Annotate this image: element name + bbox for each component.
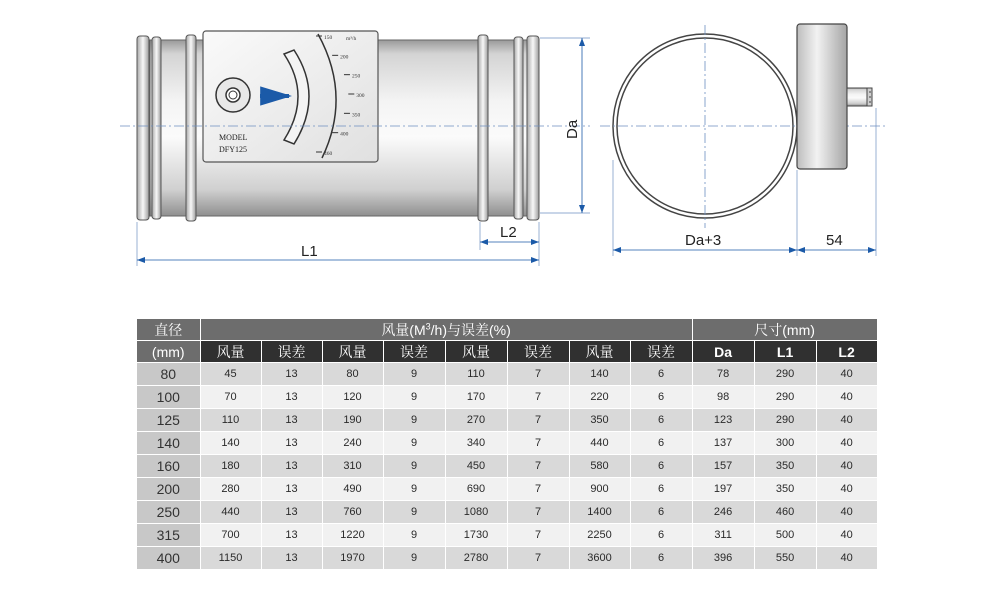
table-cell: 450	[445, 455, 507, 478]
table-cell: 1400	[569, 501, 630, 524]
table-cell: 140	[200, 432, 261, 455]
scale-tick-label: 350	[351, 112, 361, 119]
right-rib	[478, 35, 488, 221]
side-view	[120, 31, 590, 266]
da-header: Da	[692, 341, 754, 363]
table-cell: 40	[816, 432, 877, 455]
table-cell: 9	[383, 409, 445, 432]
table-row	[137, 524, 877, 547]
table-cell: 110	[200, 409, 261, 432]
table-cell: 240	[322, 432, 383, 455]
table-cell: 1080	[445, 501, 507, 524]
table-cell: 157	[692, 455, 754, 478]
table-cell: 13	[261, 409, 322, 432]
table-cell: 440	[569, 432, 630, 455]
spec-table-body	[137, 363, 877, 570]
table-cell: 45	[200, 363, 261, 386]
table-cell: 700	[200, 524, 261, 547]
table-cell: 9	[383, 363, 445, 386]
table-cell: 1970	[322, 547, 383, 570]
table-cell: 7	[507, 363, 569, 386]
l2-label: L2	[500, 224, 517, 241]
table-cell: 9	[383, 432, 445, 455]
table-cell: 7	[507, 547, 569, 570]
scale-tick-label: 200	[340, 54, 349, 61]
table-cell: 7	[507, 386, 569, 409]
flow-error-group-header: 风量$(M^3/h)$与误差(%)	[200, 319, 692, 341]
depth-label: 54	[826, 232, 843, 249]
scale-tick-label: 250	[351, 73, 361, 80]
diameter-cell: 315	[137, 524, 200, 547]
right-bead	[514, 37, 523, 219]
table-cell: 6	[630, 386, 692, 409]
table-cell: 110	[445, 363, 507, 386]
table-cell: 7	[507, 432, 569, 455]
table-cell: 7	[507, 409, 569, 432]
table-cell: 6	[630, 455, 692, 478]
error-header: 误差	[261, 341, 322, 363]
table-cell: 1150	[200, 547, 261, 570]
table-cell: 690	[445, 478, 507, 501]
table-cell: 350	[569, 409, 630, 432]
scale-unit-label: m³/h	[346, 36, 357, 42]
error-header: 误差	[383, 341, 445, 363]
table-cell: 7	[507, 501, 569, 524]
table-cell: 311	[692, 524, 754, 547]
table-cell: 760	[322, 501, 383, 524]
table-cell: 440	[200, 501, 261, 524]
right-end-ring	[527, 36, 539, 220]
table-cell: 13	[261, 386, 322, 409]
diameter-cell: 100	[137, 386, 200, 409]
table-row	[137, 386, 877, 409]
diameter-cell: 160	[137, 455, 200, 478]
table-cell: 246	[692, 501, 754, 524]
scale-tick-label: 300	[356, 93, 365, 99]
table-cell: 580	[569, 455, 630, 478]
table-cell: 70	[200, 386, 261, 409]
table-cell: 280	[200, 478, 261, 501]
table-cell: 137	[692, 432, 754, 455]
model-text: MODEL	[219, 133, 248, 142]
table-cell: 40	[816, 386, 877, 409]
table-cell: 40	[816, 363, 877, 386]
table-row	[137, 363, 877, 386]
table-cell: 550	[754, 547, 816, 570]
error-header: 误差	[630, 341, 692, 363]
table-cell: 13	[261, 363, 322, 386]
table-cell: 40	[816, 524, 877, 547]
table-cell: 340	[445, 432, 507, 455]
table-cell: 78	[692, 363, 754, 386]
table-cell: 460	[754, 501, 816, 524]
table-cell: 13	[261, 501, 322, 524]
table-cell: 6	[630, 501, 692, 524]
scale-tick-label: 400	[340, 131, 349, 138]
table-cell: 9	[383, 386, 445, 409]
table-cell: 9	[383, 478, 445, 501]
size-group-header: 尺寸(mm)	[692, 319, 877, 341]
da3-label: Da+3	[685, 232, 722, 249]
table-row	[137, 455, 877, 478]
table-row	[137, 432, 877, 455]
da-label: Da	[564, 119, 581, 139]
table-cell: 2250	[569, 524, 630, 547]
table-cell: 290	[754, 386, 816, 409]
table-cell: 490	[322, 478, 383, 501]
scale-tick-label: 150	[324, 35, 333, 41]
table-cell: 7	[507, 478, 569, 501]
table-cell: 140	[569, 363, 630, 386]
table-cell: 6	[630, 547, 692, 570]
table-cell: 7	[507, 524, 569, 547]
table-cell: 13	[261, 478, 322, 501]
table-cell: 13	[261, 432, 322, 455]
table-cell: 40	[816, 478, 877, 501]
table-row	[137, 501, 877, 524]
table-cell: 6	[630, 432, 692, 455]
table-cell: 290	[754, 363, 816, 386]
table-cell: 13	[261, 524, 322, 547]
flow-header: 风量	[569, 341, 630, 363]
left-rib	[186, 35, 196, 221]
table-cell: 350	[754, 455, 816, 478]
table-cell: 300	[754, 432, 816, 455]
diameter-cell: 400	[137, 547, 200, 570]
table-cell: 7	[507, 455, 569, 478]
table-cell: 1220	[322, 524, 383, 547]
table-row	[137, 547, 877, 570]
table-cell: 396	[692, 547, 754, 570]
l2-header: L2	[816, 341, 877, 363]
diameter-cell: 200	[137, 478, 200, 501]
table-cell: 120	[322, 386, 383, 409]
spec-table	[137, 319, 878, 570]
diameter-header: 直径	[137, 319, 200, 341]
l1-header: L1	[754, 341, 816, 363]
l1-label: L1	[301, 243, 318, 260]
left-bead	[152, 37, 161, 219]
diameter-cell: 250	[137, 501, 200, 524]
table-cell: 170	[445, 386, 507, 409]
table-cell: 6	[630, 363, 692, 386]
flow-header: 风量	[322, 341, 383, 363]
table-cell: 197	[692, 478, 754, 501]
table-cell: 98	[692, 386, 754, 409]
table-cell: 220	[569, 386, 630, 409]
table-cell: 290	[754, 409, 816, 432]
table-cell: 500	[754, 524, 816, 547]
table-cell: 350	[754, 478, 816, 501]
table-cell: 13	[261, 455, 322, 478]
flow-header: 风量	[200, 341, 261, 363]
table-cell: 6	[630, 524, 692, 547]
left-end-ring	[137, 36, 149, 220]
table-cell: 13	[261, 547, 322, 570]
table-cell: 40	[816, 409, 877, 432]
table-cell: 40	[816, 501, 877, 524]
table-cell: 80	[322, 363, 383, 386]
table-cell: 6	[630, 478, 692, 501]
table-cell: 123	[692, 409, 754, 432]
table-cell: 9	[383, 524, 445, 547]
table-row	[137, 409, 877, 432]
table-cell: 40	[816, 547, 877, 570]
flow-header: 风量	[445, 341, 507, 363]
diameter-cell: 80	[137, 363, 200, 386]
table-cell: 9	[383, 547, 445, 570]
model-number-text: DFY125	[219, 145, 248, 154]
table-cell: 270	[445, 409, 507, 432]
table-cell: 40	[816, 455, 877, 478]
table-cell: 190	[322, 409, 383, 432]
diameter-cell: 140	[137, 432, 200, 455]
end-view	[600, 24, 885, 256]
table-cell: 900	[569, 478, 630, 501]
table-cell: 9	[383, 501, 445, 524]
table-cell: 6	[630, 409, 692, 432]
table-cell: 1730	[445, 524, 507, 547]
table-cell: 180	[200, 455, 261, 478]
diameter-cell: 125	[137, 409, 200, 432]
table-row	[137, 478, 877, 501]
error-header: 误差	[507, 341, 569, 363]
table-cell: 3600	[569, 547, 630, 570]
table-cell: 9	[383, 455, 445, 478]
actuator-housing	[797, 24, 847, 169]
table-cell: 2780	[445, 547, 507, 570]
table-cell: 310	[322, 455, 383, 478]
scale-tick-label: 460	[324, 151, 333, 157]
diameter-unit-header: (mm)	[137, 341, 200, 363]
